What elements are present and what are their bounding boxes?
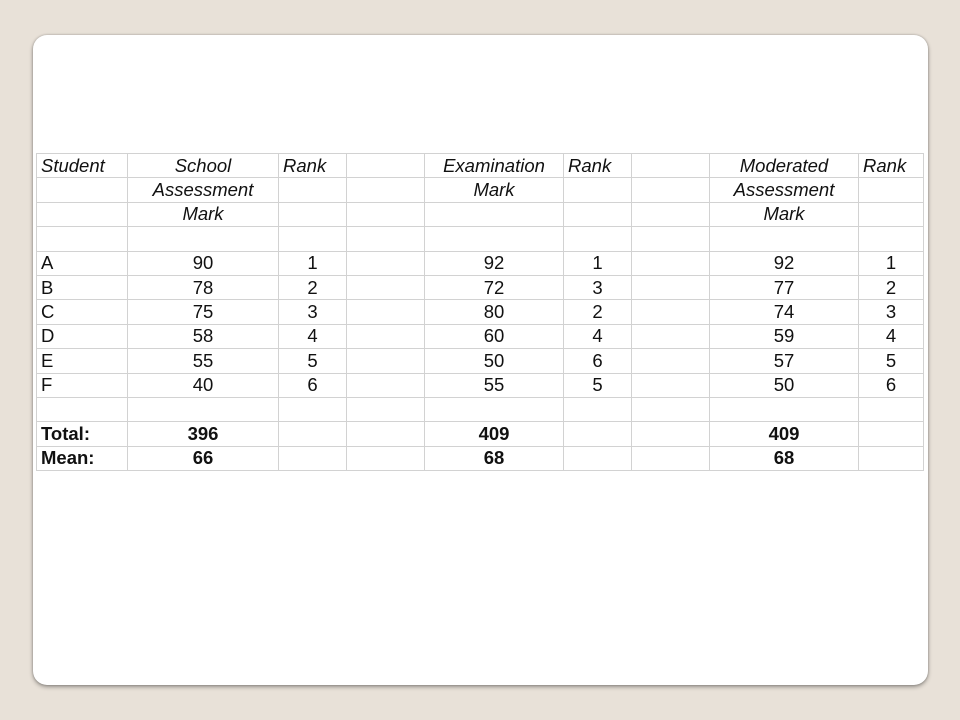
exam-rank-cell: 1	[564, 251, 632, 275]
empty-cell	[710, 397, 859, 421]
exam-rank-cell: 6	[564, 349, 632, 373]
school-header: School	[128, 154, 279, 178]
spacer-cell	[632, 251, 710, 275]
student-cell: C	[37, 300, 128, 324]
spacer-cell	[347, 154, 425, 178]
empty-cell	[347, 422, 425, 446]
spacer-cell	[632, 324, 710, 348]
school-rank-header: Rank	[279, 154, 347, 178]
moderated-mean: 68	[710, 446, 859, 470]
moderated-total: 409	[710, 422, 859, 446]
exam-rank-cell: 2	[564, 300, 632, 324]
school-mark-cell: 90	[128, 251, 279, 275]
moderated-header: Assessment	[710, 178, 859, 202]
spacer-cell	[632, 202, 710, 226]
spacer-cell	[632, 300, 710, 324]
moderated-rank-cell: 1	[859, 251, 924, 275]
student-header: Student	[37, 154, 128, 178]
school-rank-cell: 3	[279, 300, 347, 324]
school-mark-cell: 58	[128, 324, 279, 348]
table-row	[37, 324, 924, 348]
moderated-mark-cell: 59	[710, 324, 859, 348]
empty-cell	[425, 227, 564, 251]
moderated-rank-cell: 5	[859, 349, 924, 373]
table-row	[37, 300, 924, 324]
empty-cell	[859, 202, 924, 226]
school-mark-cell: 78	[128, 275, 279, 299]
mean-row	[37, 446, 924, 470]
empty-cell	[859, 227, 924, 251]
spacer-cell	[632, 227, 710, 251]
school-mark-cell: 55	[128, 349, 279, 373]
empty-cell	[859, 446, 924, 470]
exam-rank-cell: 3	[564, 275, 632, 299]
empty-cell	[632, 397, 710, 421]
empty-cell	[279, 178, 347, 202]
exam-mark-cell: 72	[425, 275, 564, 299]
empty-cell	[632, 446, 710, 470]
empty-cell	[564, 227, 632, 251]
spacer-cell	[632, 178, 710, 202]
empty-cell	[279, 422, 347, 446]
spacer-cell	[347, 373, 425, 397]
moderated-rank-cell: 6	[859, 373, 924, 397]
moderated-rank-cell: 4	[859, 324, 924, 348]
spacer-cell	[347, 251, 425, 275]
empty-cell	[128, 397, 279, 421]
student-cell: F	[37, 373, 128, 397]
empty-cell	[37, 397, 128, 421]
exam-mark-cell: 80	[425, 300, 564, 324]
spacer-cell	[347, 349, 425, 373]
empty-cell	[632, 422, 710, 446]
spacer-cell	[632, 154, 710, 178]
empty-cell	[425, 397, 564, 421]
exam-rank-cell: 5	[564, 373, 632, 397]
spacer-cell	[632, 275, 710, 299]
school-mark-cell: 40	[128, 373, 279, 397]
school-rank-cell: 2	[279, 275, 347, 299]
school-total: 396	[128, 422, 279, 446]
exam-mark-cell: 92	[425, 251, 564, 275]
moderated-mark-cell: 92	[710, 251, 859, 275]
spacer-cell	[347, 227, 425, 251]
header-row	[37, 178, 924, 202]
empty-cell	[279, 227, 347, 251]
empty-cell	[564, 422, 632, 446]
empty-cell	[425, 202, 564, 226]
moderated-mark-cell: 77	[710, 275, 859, 299]
school-rank-cell: 6	[279, 373, 347, 397]
spacer-cell	[347, 324, 425, 348]
student-cell: D	[37, 324, 128, 348]
exam-rank-cell: 4	[564, 324, 632, 348]
blank-row	[37, 397, 924, 421]
empty-cell	[37, 178, 128, 202]
exam-total: 409	[425, 422, 564, 446]
empty-cell	[279, 397, 347, 421]
moderated-header: Mark	[710, 202, 859, 226]
spacer-cell	[632, 373, 710, 397]
header-row	[37, 154, 924, 178]
moderated-mark-cell: 57	[710, 349, 859, 373]
empty-cell	[859, 178, 924, 202]
empty-cell	[859, 422, 924, 446]
school-header: Assessment	[128, 178, 279, 202]
table-row	[37, 275, 924, 299]
assessment-table	[36, 153, 924, 471]
exam-mark-cell: 55	[425, 373, 564, 397]
spacer-cell	[347, 275, 425, 299]
moderated-header: Moderated	[710, 154, 859, 178]
school-mean: 66	[128, 446, 279, 470]
school-rank-cell: 4	[279, 324, 347, 348]
empty-cell	[564, 178, 632, 202]
exam-rank-header: Rank	[564, 154, 632, 178]
blank-row	[37, 227, 924, 251]
table-row	[37, 251, 924, 275]
empty-cell	[564, 446, 632, 470]
empty-cell	[347, 397, 425, 421]
exam-mark-cell: 50	[425, 349, 564, 373]
total-row	[37, 422, 924, 446]
exam-mark-cell: 60	[425, 324, 564, 348]
spacer-cell	[632, 349, 710, 373]
table-row	[37, 373, 924, 397]
moderated-rank-cell: 2	[859, 275, 924, 299]
empty-cell	[128, 227, 279, 251]
school-mark-cell: 75	[128, 300, 279, 324]
moderated-rank-cell: 3	[859, 300, 924, 324]
moderated-mark-cell: 74	[710, 300, 859, 324]
empty-cell	[37, 227, 128, 251]
header-row	[37, 202, 924, 226]
moderated-rank-header: Rank	[859, 154, 924, 178]
empty-cell	[564, 397, 632, 421]
exam-header: Examination	[425, 154, 564, 178]
spacer-cell	[347, 202, 425, 226]
school-header: Mark	[128, 202, 279, 226]
mean-label: Mean:	[37, 446, 128, 470]
exam-header: Mark	[425, 178, 564, 202]
empty-cell	[859, 397, 924, 421]
empty-cell	[710, 227, 859, 251]
student-cell: A	[37, 251, 128, 275]
spacer-cell	[347, 178, 425, 202]
empty-cell	[564, 202, 632, 226]
empty-cell	[37, 202, 128, 226]
exam-mean: 68	[425, 446, 564, 470]
student-cell: E	[37, 349, 128, 373]
student-cell: B	[37, 275, 128, 299]
empty-cell	[279, 202, 347, 226]
school-rank-cell: 5	[279, 349, 347, 373]
table-row	[37, 349, 924, 373]
moderated-mark-cell: 50	[710, 373, 859, 397]
spacer-cell	[347, 300, 425, 324]
empty-cell	[347, 446, 425, 470]
empty-cell	[279, 446, 347, 470]
school-rank-cell: 1	[279, 251, 347, 275]
total-label: Total:	[37, 422, 128, 446]
